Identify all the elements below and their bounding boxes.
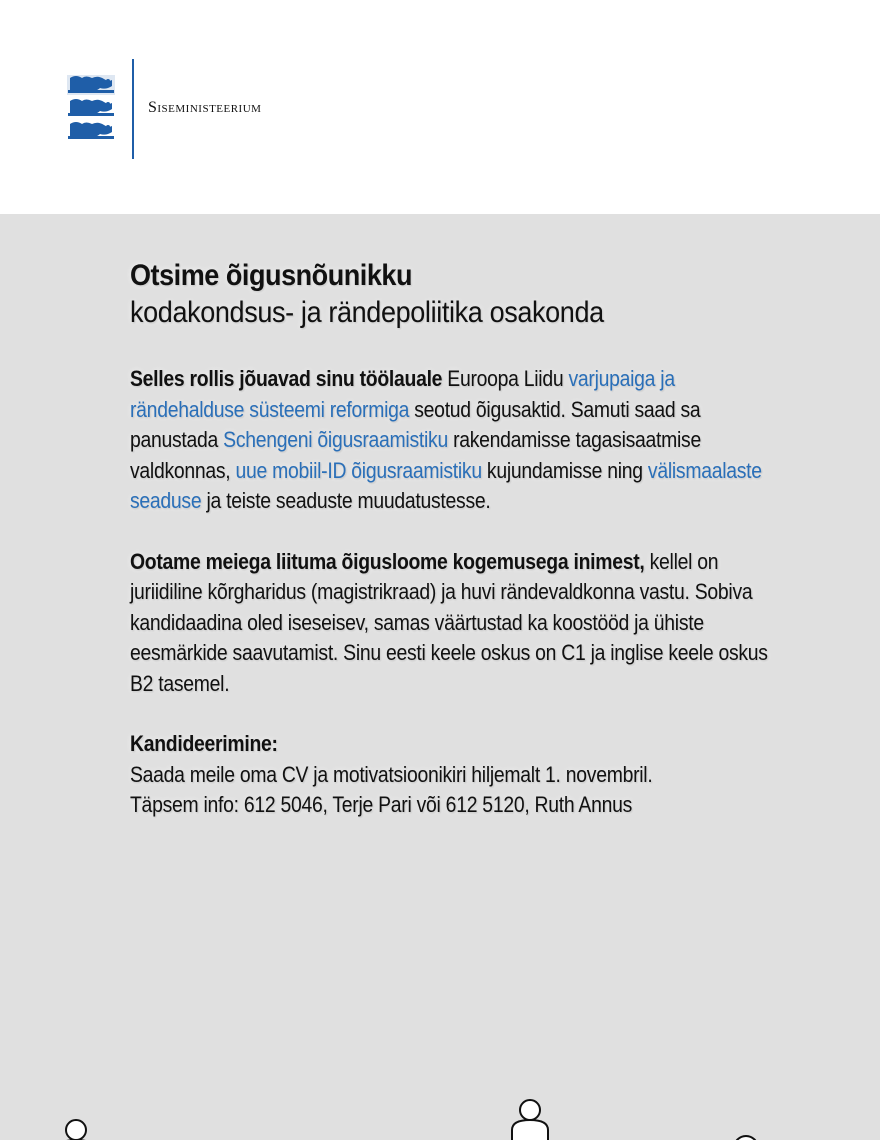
candidate-text: kellel on juriidiline kõrgharidus (magistrikraad) ja huvi rändevaldkonna vastu. Sobiva kandidaadina oled iseseisev, samas väärtustad ka koostööd ja ühiste eesmärkide saavutamist. Sinu eesti keele oskus on C1 ja inglise keele oskus B2 tasemel. [130,548,768,696]
crest-icon [64,72,118,144]
people-network-illustration [0,1074,880,1140]
apply-heading: Kandideerimine: [130,731,278,756]
header-divider [132,59,134,159]
link-mobile-id[interactable]: uue mobiil-ID õigusraamistiku [235,457,482,483]
page-title: Otsime õigusnõunikku [130,259,413,292]
candidate-lead: Ootame meiega liituma õigusloome kogemusega inimest, [130,548,645,574]
role-text: kujundamisse ning [481,457,648,483]
role-lead: Selles rollis jõuavad sinu töölauale [130,366,443,391]
role-paragraph [130,364,790,517]
link-asylum-reform[interactable]: varjupaiga ja rändehalduse süsteemi reformiga [130,366,675,422]
link-schengen[interactable]: Schengeni õigusraamistiku [223,427,448,452]
role-text: rakendamisse tagasisaatmise valdkonnas, [130,427,701,483]
apply-contacts: Täpsem info: 612 5046, Terje Pari või 612 5120, Ruth Annus [130,792,633,817]
role-text: Euroopa Liidu [442,366,569,391]
page-subtitle: kodakondsus- ja rändepoliitika osakonda [130,296,604,329]
ministry-name: Siseministeerium [148,99,262,116]
job-ad-text [130,258,790,821]
role-text: ja teiste seaduste muudatustesse. [201,488,491,513]
role-text: seotud õigusaktid. Samuti saad sa panustada [130,396,701,452]
link-aliens-act[interactable]: välismaalaste seaduse [130,457,762,513]
page-header [0,0,880,214]
people-figures [32,1100,870,1140]
apply-section [130,729,790,821]
apply-deadline: Saada meile oma CV ja motivatsioonikiri hiljemalt 1. novembril. [130,761,653,787]
candidate-paragraph [130,547,790,700]
